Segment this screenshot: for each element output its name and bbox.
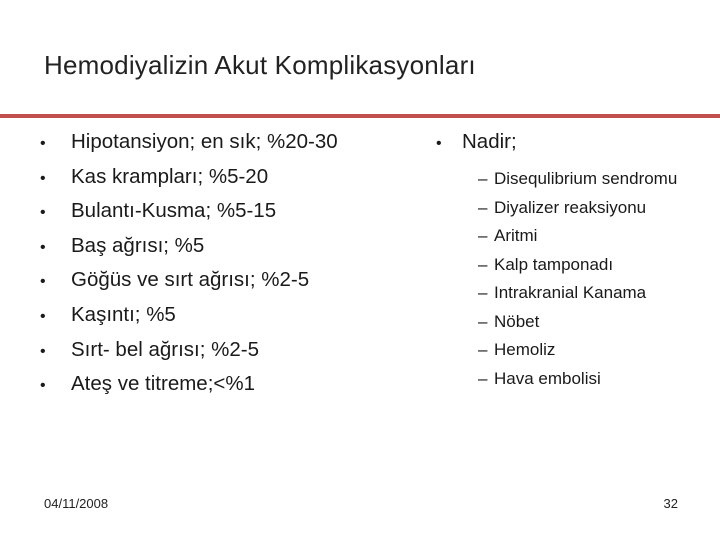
list-item (40, 268, 420, 303)
dash-icon: – (478, 283, 488, 302)
bullet-icon: • (40, 377, 46, 395)
list-item-text: Hipotansiyon; en sık; %20-30 (71, 130, 338, 153)
bullet-icon: • (40, 135, 46, 152)
bullet-icon: • (40, 342, 46, 360)
dash-icon: – (478, 169, 488, 188)
list-heading-text: Nadir; (462, 130, 517, 153)
footer-date: 04/11/2008 (44, 496, 109, 511)
sub-list-item (478, 197, 706, 218)
sub-list-item-text: Disequlibrium sendromu (494, 169, 678, 188)
list-item-text: Sırt- bel ağrısı; %2-5 (71, 337, 259, 361)
list-item-text: Ateş ve titreme;<%1 (71, 372, 256, 396)
bullet-icon: • (40, 273, 46, 291)
list-item-text: Göğüs ve sırt ağrısı; %2-5 (71, 268, 310, 292)
sub-list-item-text: Aritmi (494, 226, 538, 245)
sub-list-item-text: Diyalizer reaksiyonu (494, 197, 647, 217)
bullet-icon: • (40, 204, 46, 222)
sub-list-item (478, 311, 706, 332)
list-item-text: Kas krampları; %5-20 (71, 164, 269, 188)
rare-complications-list (436, 130, 706, 396)
bullet-icon: • (40, 238, 46, 256)
sub-list-item (478, 368, 706, 389)
sub-list-item-text: Intrakranial Kanama (494, 283, 647, 302)
dash-icon: – (478, 368, 488, 388)
bullet-icon: • (436, 135, 442, 152)
sub-list (478, 168, 706, 389)
bullet-icon: • (40, 169, 46, 187)
sub-list-item-text: Kalp tamponadı (494, 254, 614, 274)
slide-title: Hemodiyalizin Akut Komplikasyonları (44, 50, 476, 80)
dash-icon: – (478, 197, 488, 217)
list-heading (436, 130, 706, 166)
list-item-text: Bulantı-Kusma; %5-15 (71, 199, 277, 223)
dash-icon: – (478, 340, 488, 359)
sub-list-item-text: Nöbet (494, 311, 540, 331)
title-divider (0, 114, 720, 118)
list-item (40, 338, 420, 373)
list-item-text: Baş ağrısı; %5 (71, 233, 205, 257)
list-item (40, 199, 420, 234)
complications-list (40, 130, 420, 407)
bullet-icon: • (40, 307, 46, 325)
sub-list-item (478, 282, 706, 303)
sub-list-item-text: Hemoliz (494, 340, 556, 359)
sub-list-item-text: Hava embolisi (494, 368, 601, 388)
sub-list-item (478, 168, 706, 189)
sub-list-item (478, 339, 706, 360)
dash-icon: – (478, 254, 488, 274)
list-item (40, 165, 420, 200)
page-number: 32 (663, 496, 678, 511)
dash-icon: – (478, 226, 488, 245)
dash-icon: – (478, 311, 488, 331)
list-item (40, 303, 420, 338)
list-item-text: Kaşıntı; %5 (71, 302, 176, 326)
list-item (40, 234, 420, 269)
list-item (40, 130, 420, 165)
sub-list-item (478, 254, 706, 275)
sub-list-item (478, 225, 706, 246)
list-item (40, 372, 420, 407)
